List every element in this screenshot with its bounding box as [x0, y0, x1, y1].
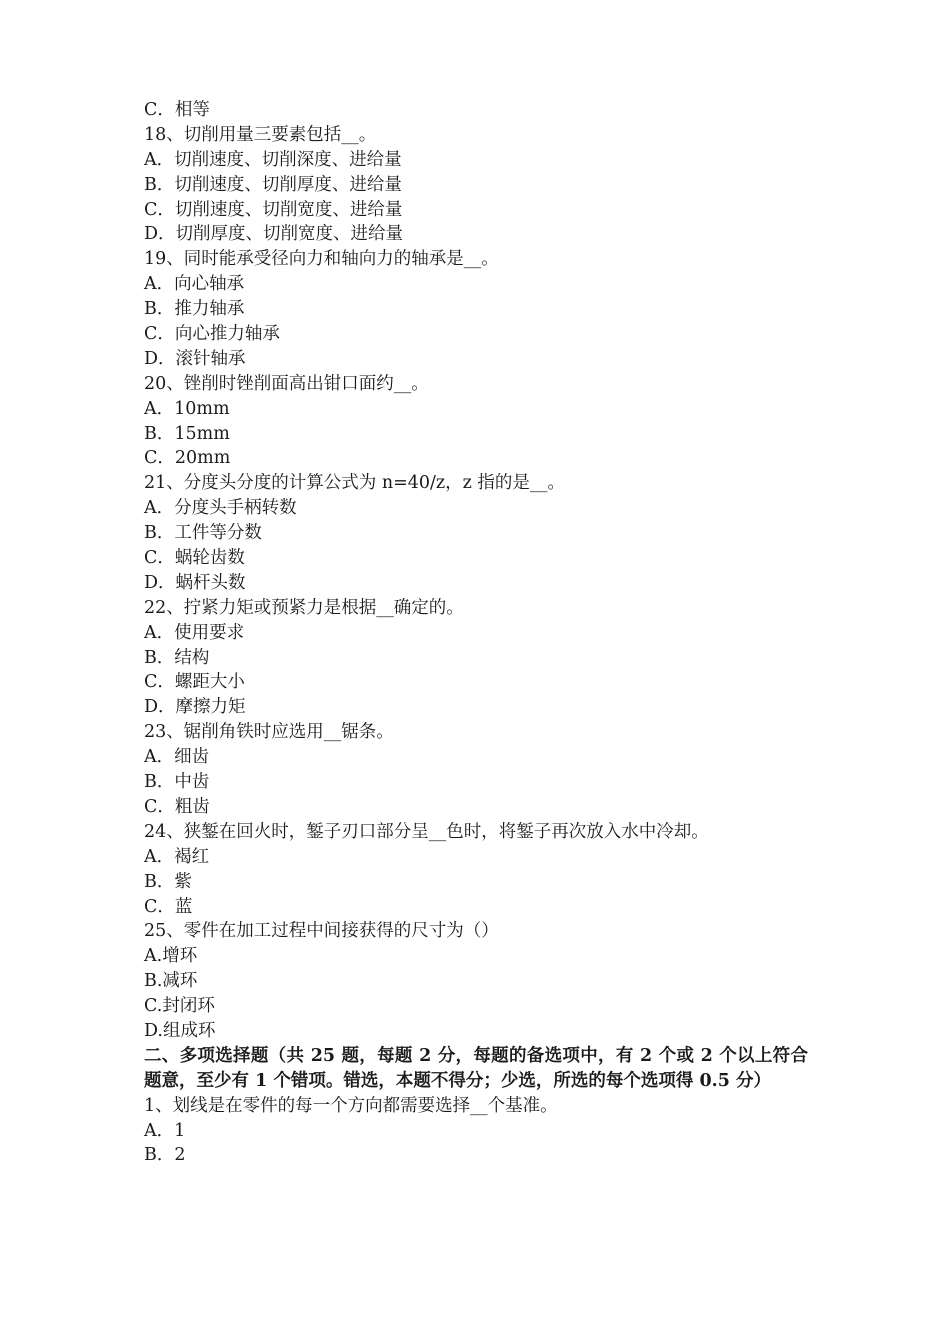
- text-line: A．10mm: [144, 398, 230, 419]
- text-line: C．向心推力轴承: [144, 324, 280, 345]
- text-line: B．中齿: [144, 772, 210, 793]
- text-line: 23、锯削角铁时应选用__锯条。: [144, 722, 394, 743]
- text-line: C．相等: [144, 100, 210, 120]
- text-line: B．15mm: [144, 423, 230, 444]
- text-line: C.封闭环: [144, 996, 215, 1017]
- text-line: 25、零件在加工过程中间接获得的尺寸为（）: [144, 921, 499, 942]
- text-line: D.组成环: [144, 1020, 216, 1041]
- text-line: C．粗齿: [144, 796, 210, 817]
- text-line: A．1: [144, 1120, 186, 1141]
- text-line: B．切削速度、切削厚度、进给量: [144, 174, 402, 195]
- question-block: [144, 98, 814, 1044]
- text-line: D．摩擦力矩: [144, 697, 246, 718]
- text-line: A．使用要求: [144, 622, 245, 643]
- text-line: 24、狭錾在回火时，錾子刃口部分呈__色时，将錾子再次放入水中冷却。: [144, 821, 709, 842]
- text-line: B.减环: [144, 971, 198, 992]
- text-line: A．切削速度、切削深度、进给量: [144, 149, 402, 170]
- text-line: A．向心轴承: [144, 274, 245, 295]
- text-line: 19、同时能承受径向力和轴向力的轴承是__。: [144, 249, 499, 270]
- text-line: C．20mm: [144, 448, 231, 469]
- text-line: B．2: [144, 1145, 186, 1166]
- text-line: C．蜗轮齿数: [144, 548, 245, 569]
- text-line: D．蜗杆头数: [144, 572, 246, 593]
- document-page: [144, 98, 814, 1168]
- text-line: A．分度头手柄转数: [144, 498, 297, 519]
- text-line: A．细齿: [144, 747, 210, 768]
- text-line: A．褐红: [144, 846, 210, 867]
- text-line: C．螺距大小: [144, 672, 245, 693]
- text-line: B．紫: [144, 871, 192, 892]
- text-line: 22、拧紧力矩或预紧力是根据__确定的。: [144, 597, 464, 618]
- text-line: 20、锉削时锉削面高出钳口面约__。: [144, 373, 429, 394]
- question-block: [144, 1094, 814, 1169]
- text-line: A.增环: [144, 946, 198, 967]
- text-line: B．推力轴承: [144, 299, 245, 320]
- text-line: 18、切削用量三要素包括__。: [144, 124, 377, 145]
- text-line: D．切削厚度、切削宽度、进给量: [144, 224, 404, 245]
- text-line: D．滚针轴承: [144, 348, 246, 369]
- text-line: 1、划线是在零件的每一个方向都需要选择__个基准。: [144, 1095, 558, 1116]
- section-heading: 二、多项选择题（共 25 题，每题 2 分，每题的备选项中，有 2 个或 2 个以上符合题意，至少有 1 个错项。错选，本题不得分；少选，所选的每个选项得 0.5 分）: [144, 1045, 808, 1091]
- text-line: C．切削速度、切削宽度、进给量: [144, 199, 403, 220]
- text-line: C．蓝: [144, 896, 193, 917]
- text-line: B．工件等分数: [144, 523, 262, 544]
- text-line: B．结构: [144, 647, 210, 668]
- text-line: 21、分度头分度的计算公式为 n=40/z，z 指的是__。: [144, 473, 565, 494]
